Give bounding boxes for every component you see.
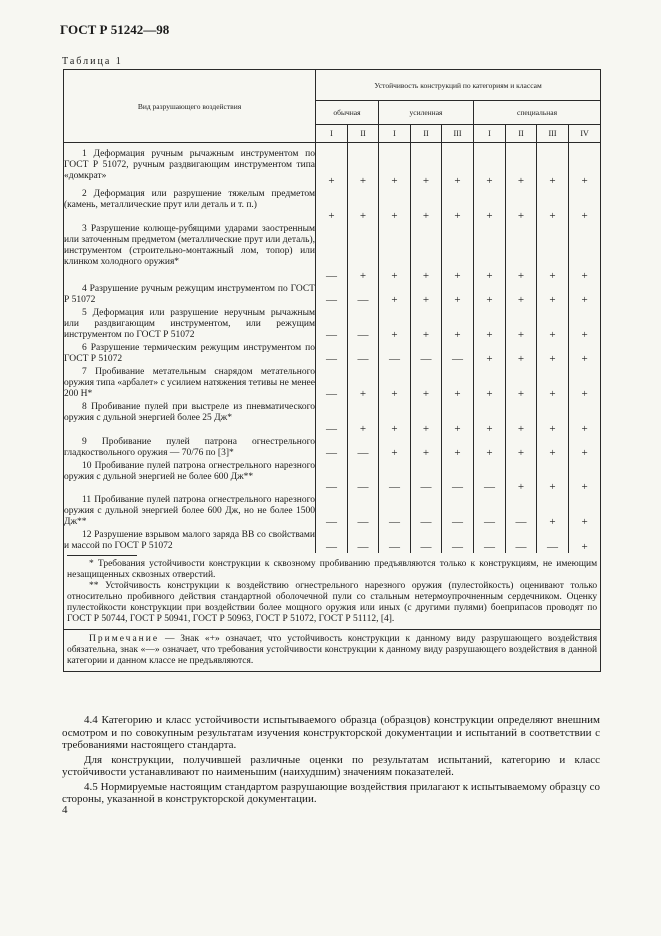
requirement-mark: + <box>569 459 601 493</box>
requirement-mark: + <box>411 143 442 187</box>
action-description: 8 Пробивание пулей при выстреле из пневматического оружия с дульной энергией более 25 Дж* <box>64 400 316 435</box>
requirement-mark: — <box>316 493 348 528</box>
requirement-mark: — <box>379 528 411 553</box>
requirement-mark: + <box>537 365 569 400</box>
action-description: 3 Разрушение колюще-рубящими ударами заостренным или заточенным предметом (металлические прут или деталь), инструментом (строительно-монтажный лом, топор) или клинком холодного оружия* <box>64 222 316 282</box>
requirement-mark: + <box>569 143 601 187</box>
requirement-mark: — <box>348 435 379 459</box>
requirement-mark: + <box>379 143 411 187</box>
action-description: 5 Деформация или разрушение неручным рычажным или раздвигающим инструментом, или режущим инструментом по ГОСТ Р 51072 <box>64 307 315 340</box>
table-row <box>64 400 601 435</box>
table-row <box>64 187 601 222</box>
requirement-mark: + <box>379 187 411 222</box>
class-header: II <box>411 125 442 143</box>
requirement-mark: — <box>316 282 348 306</box>
requirement-mark: — <box>442 341 474 365</box>
requirement-mark: + <box>442 435 474 459</box>
action-description: 7 Пробивание метательным снарядом метательного оружия типа «арбалет» с усилием натяжения тетивы не менее 200 Н* <box>64 366 315 399</box>
requirement-mark: + <box>442 222 474 282</box>
requirement-mark: — <box>411 459 442 493</box>
requirement-mark: + <box>506 222 537 282</box>
requirement-mark: + <box>348 365 379 400</box>
requirement-mark: + <box>442 187 474 222</box>
table-caption: Таблица 1 <box>62 56 123 67</box>
requirement-mark: + <box>537 459 569 493</box>
table-row <box>64 222 601 282</box>
requirement-mark: + <box>569 493 601 528</box>
requirement-mark: — <box>379 341 411 365</box>
paragraph-classification: Для конструкции, получившей различные оценки по результатам испытаний, категорию и класс устойчивости устанавливают по наименьшим (наихудшим) значениям показателей. <box>62 753 600 778</box>
requirement-mark: — <box>474 528 506 553</box>
requirement-mark: + <box>506 459 537 493</box>
requirement-mark: + <box>379 282 411 306</box>
requirement-mark: + <box>537 187 569 222</box>
requirement-mark: — <box>316 306 348 341</box>
requirement-mark: + <box>348 143 379 187</box>
requirement-mark: + <box>474 341 506 365</box>
class-header: IV <box>569 125 601 143</box>
class-header: II <box>348 125 379 143</box>
requirement-mark: + <box>537 400 569 435</box>
table-row <box>64 435 601 459</box>
footnotes <box>64 553 600 629</box>
requirement-mark: + <box>537 222 569 282</box>
action-description: 2 Деформация или разрушение тяжелым предметом (камень, металлические прут или деталь и т. п.) <box>64 187 316 222</box>
class-header: II <box>506 125 537 143</box>
note-label: Примечание <box>89 633 160 644</box>
requirement-mark: + <box>316 143 348 187</box>
class-header: I <box>316 125 348 143</box>
requirement-mark: + <box>569 222 601 282</box>
requirement-mark: — <box>442 493 474 528</box>
requirement-mark: + <box>442 143 474 187</box>
requirement-mark: + <box>569 282 601 306</box>
requirement-mark: — <box>379 459 411 493</box>
action-description: 6 Разрушение термическим режущим инструментом по ГОСТ Р 51072 <box>64 342 315 364</box>
requirement-mark: + <box>569 435 601 459</box>
requirement-mark: — <box>348 282 379 306</box>
action-description: 4 Разрушение ручным режущим инструментом по ГОСТ Р 51072 <box>64 283 315 305</box>
requirement-mark: + <box>569 341 601 365</box>
requirement-mark: — <box>442 459 474 493</box>
requirement-mark: + <box>411 282 442 306</box>
requirement-mark: + <box>506 400 537 435</box>
body-text <box>62 714 600 806</box>
requirement-mark: + <box>348 222 379 282</box>
action-description: 12 Разрушение взрывом малого заряда ВВ со свойствами и массой по ГОСТ Р 51072 <box>64 529 315 551</box>
footnote-divider <box>67 555 137 556</box>
requirement-mark: — <box>506 528 537 553</box>
requirement-mark: + <box>506 282 537 306</box>
requirement-mark: + <box>474 365 506 400</box>
requirement-mark: + <box>474 143 506 187</box>
action-description: 11 Пробивание пулей патрона огнестрельного нарезного оружия с дульной энергией более 600 Дж, но не более 1500 Дж** <box>64 494 315 527</box>
requirement-mark: + <box>537 282 569 306</box>
requirement-mark: + <box>474 435 506 459</box>
table-row <box>64 459 601 493</box>
requirement-mark: + <box>506 143 537 187</box>
requirement-mark: + <box>411 187 442 222</box>
requirement-mark: + <box>379 306 411 341</box>
requirement-mark: — <box>348 528 379 553</box>
footnote-1: * Требования устойчивости конструкции к сквозному пробиванию предъявляются только к конструкциям, не имеющим незащищенных сквозных отверстий. <box>67 558 598 580</box>
requirement-mark: — <box>411 493 442 528</box>
requirement-mark: — <box>348 341 379 365</box>
requirement-mark: — <box>316 459 348 493</box>
class-header: III <box>442 125 474 143</box>
requirement-mark: + <box>569 306 601 341</box>
requirement-mark: — <box>474 459 506 493</box>
requirement-mark: + <box>411 222 442 282</box>
class-header: I <box>474 125 506 143</box>
footnote-2: ** Устойчивость конструкции к воздействию огнестрельного нарезного оружия (пулестойкость) оценивают только относительно пробивного действия стандартной оболочечной пули со стальным нетермоупрочненным сердечником. Оценку пулестойкости конструкции при воздействии более мощного оружия или иных (с другими пулями) боеприпасов проводят по ГОСТ Р 50744, ГОСТ Р 50941, ГОСТ Р 50963, ГОСТ Р 51072, ГОСТ Р 51112, [4]. <box>67 580 598 624</box>
requirement-mark: — <box>316 528 348 553</box>
requirement-mark: + <box>506 306 537 341</box>
requirement-mark: + <box>348 187 379 222</box>
requirement-mark: + <box>411 400 442 435</box>
requirement-mark: + <box>537 435 569 459</box>
requirement-mark: — <box>411 341 442 365</box>
requirement-mark: + <box>537 493 569 528</box>
requirement-mark: + <box>316 187 348 222</box>
stability-group-header: Устойчивость конструкций по категориям и классам <box>316 70 601 101</box>
requirement-mark: + <box>442 282 474 306</box>
requirement-mark: + <box>442 306 474 341</box>
table-row <box>64 528 601 553</box>
requirement-mark: + <box>474 282 506 306</box>
table-row <box>64 306 601 341</box>
requirement-mark: — <box>506 493 537 528</box>
requirement-mark: + <box>537 306 569 341</box>
requirement-mark: + <box>569 187 601 222</box>
requirement-mark: + <box>569 365 601 400</box>
requirement-mark: + <box>379 435 411 459</box>
requirement-mark: + <box>569 528 601 553</box>
requirement-mark: — <box>474 493 506 528</box>
requirement-mark: — <box>316 341 348 365</box>
class-header: III <box>537 125 569 143</box>
action-description: 1 Деформация ручным рычажным инструментом по ГОСТ Р 51072, ручным раздвигающим инструментом типа «домкрат» <box>64 143 316 187</box>
table-row <box>64 493 601 528</box>
requirements-table <box>63 69 601 672</box>
requirement-mark: — <box>348 493 379 528</box>
requirement-mark: + <box>379 365 411 400</box>
action-description: 9 Пробивание пулей патрона огнестрельного гладкоствольного оружия — 70/76 по [3]* <box>64 436 315 458</box>
requirement-mark: + <box>537 341 569 365</box>
requirement-mark: — <box>316 222 348 282</box>
requirement-mark: + <box>506 365 537 400</box>
action-column-header: Вид разрушающего воздействия <box>64 70 316 143</box>
table-row <box>64 282 601 306</box>
paragraph-4-4: 4.4 Категорию и класс устойчивости испытываемого образца (образцов) конструкции определяют внешним осмотром и по совокупным результатам изучения конструкторской документации и испытаний в соответствии с требованиями настоящего стандарта. <box>62 714 600 751</box>
requirement-mark: + <box>569 400 601 435</box>
table-row <box>64 341 601 365</box>
requirement-mark: + <box>442 365 474 400</box>
requirement-mark: + <box>506 435 537 459</box>
requirement-mark: + <box>348 400 379 435</box>
requirement-mark: + <box>379 400 411 435</box>
requirement-mark: — <box>316 365 348 400</box>
paragraph-4-5: 4.5 Нормируемые настоящим стандартом разрушающие воздействия прилагают к испытываемому образцу со стороны, указанной в конструкторской документации. <box>62 780 600 805</box>
requirement-mark: — <box>411 528 442 553</box>
requirement-mark: — <box>348 459 379 493</box>
requirement-mark: — <box>442 528 474 553</box>
requirement-mark: + <box>474 187 506 222</box>
requirement-mark: + <box>506 187 537 222</box>
requirement-mark: + <box>537 143 569 187</box>
requirement-mark: + <box>411 435 442 459</box>
category-header-special: специальная <box>474 101 601 125</box>
requirement-mark: + <box>474 222 506 282</box>
requirement-mark: — <box>348 306 379 341</box>
category-header-reinforced: усиленная <box>379 101 474 125</box>
requirement-mark: — <box>379 493 411 528</box>
requirement-mark: — <box>316 435 348 459</box>
note-text: — Знак «+» означает, что устойчивость конструкции к данному виду разрушающего воздействия обязательна, знак «—» означает, что требования устойчивости конструкции к данному виду разрушающего воздействия в данной категории и данном классе не предъявляются. <box>67 633 598 666</box>
requirement-mark: + <box>506 341 537 365</box>
table-note <box>64 630 600 671</box>
requirement-mark: + <box>379 222 411 282</box>
requirement-mark: + <box>442 400 474 435</box>
page-number: 4 <box>62 804 68 816</box>
class-header: I <box>379 125 411 143</box>
requirement-mark: — <box>316 400 348 435</box>
table-row <box>64 365 601 400</box>
requirement-mark: + <box>474 400 506 435</box>
requirement-mark: + <box>411 306 442 341</box>
document-header: ГОСТ Р 51242—98 <box>60 22 170 37</box>
category-header-ordinary: обычная <box>316 101 379 125</box>
requirement-mark: — <box>537 528 569 553</box>
requirement-mark: + <box>411 365 442 400</box>
requirement-mark: + <box>474 306 506 341</box>
table-row <box>64 143 601 187</box>
action-description: 10 Пробивание пулей патрона огнестрельного нарезного оружия с дульной энергией не более 600 Дж** <box>64 459 316 493</box>
